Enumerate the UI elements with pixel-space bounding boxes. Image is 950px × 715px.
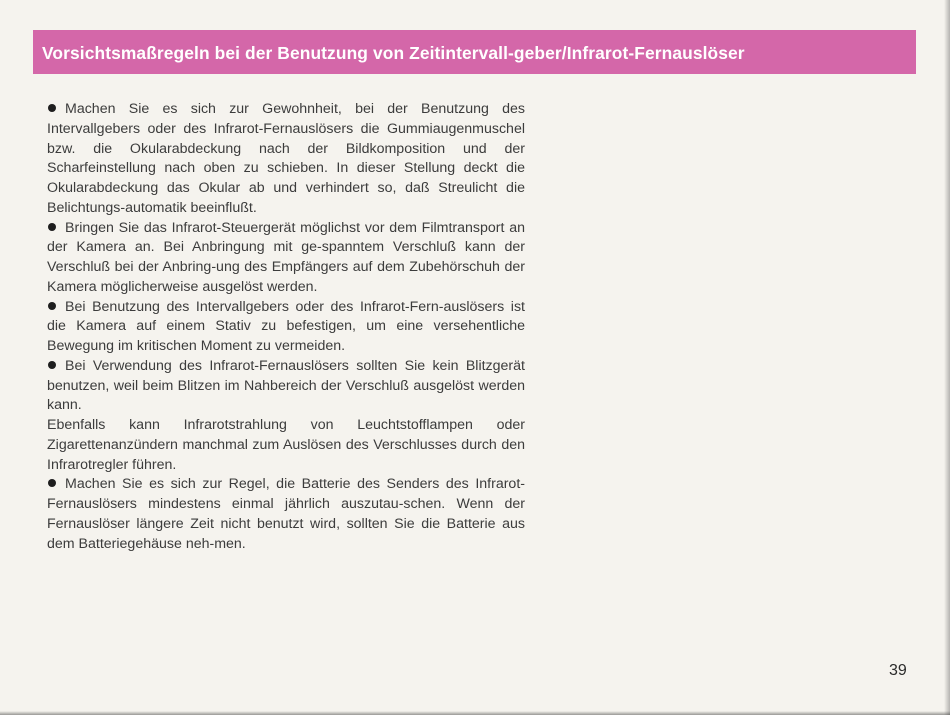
paragraph-fluorescent <box>47 416 525 475</box>
bullet-icon <box>48 361 56 369</box>
paragraph-text: Ebenfalls kann Infrarotstrahlung von Leuchtstofflampen oder Zigarettenanzündern manchmal zum Auslösen des Verschlusses durch den Infrarotregler führen. <box>47 417 525 473</box>
paragraph-text: Bei Benutzung des Intervallgebers oder des Infrarot-Fern-auslösers ist die Kamera auf einem Stativ zu befestigen, um eine versehentliche Bewegung im kritischen Moment zu vermeiden. <box>47 298 525 354</box>
paragraph-eyecup <box>47 100 525 219</box>
bullet-icon <box>48 302 56 310</box>
paragraph-battery <box>47 475 525 554</box>
paragraph-text: Bei Verwendung des Infrarot-Fernauslösers sollten Sie kein Blitzgerät benutzen, weil beim Blitzen im Nahbereich der Verschluß ausgelöst werden kann. <box>47 357 525 414</box>
page-edge-shadow <box>944 0 950 715</box>
page-number: 39 <box>889 662 907 679</box>
paragraph-text: Bringen Sie das Infrarot-Steuergerät möglichst vor dem Filmtransport an der Kamera an. Bei Anbringung mit ge-spanntem Verschluß kann der Verschluß bei der Anbring-ung des Empfängers auf dem Zubehörschuh der Kamera möglicherweise ausgelöst werden. <box>47 219 525 295</box>
paragraph-text: Machen Sie es sich zur Regel, die Batterie des Senders des Infrarot-Fernauslösers mindestens einmal jährlich auszutau-schen. Wenn der Fernauslöser längere Zeit nicht benutzt wird, sollten Sie die Batterie aus dem Batteriegehäuse neh-men. <box>47 476 525 552</box>
section-title: Vorsichtsmaßregeln bei der Benutzung von Zeitintervall-geber/Infrarot-Fernauslöser <box>42 42 745 63</box>
page-bottom-shadow <box>0 711 950 715</box>
paragraph-ir-controller <box>47 219 525 298</box>
paragraph-flash <box>47 357 525 416</box>
section-title-bar <box>33 30 916 74</box>
bullet-icon <box>48 104 56 112</box>
paragraph-text: Machen Sie es sich zur Gewohnheit, bei der Benutzung des Intervallgebers oder des Infrarot-Fernauslösers die Gummiaugenmuschel bzw. die Okularabdeckung nach der Bildkomposition und der Scharfeinstellung nach oben zu schieben. In dieser Stellung deckt die Okularabdeckung das Okular ab und verhindert so, daß Streulicht die Belichtungs-automatik beeinflußt. <box>47 101 525 216</box>
paragraph-tripod <box>47 298 525 357</box>
bullet-icon <box>48 223 56 231</box>
body-text <box>47 100 525 554</box>
bullet-icon <box>48 479 56 487</box>
